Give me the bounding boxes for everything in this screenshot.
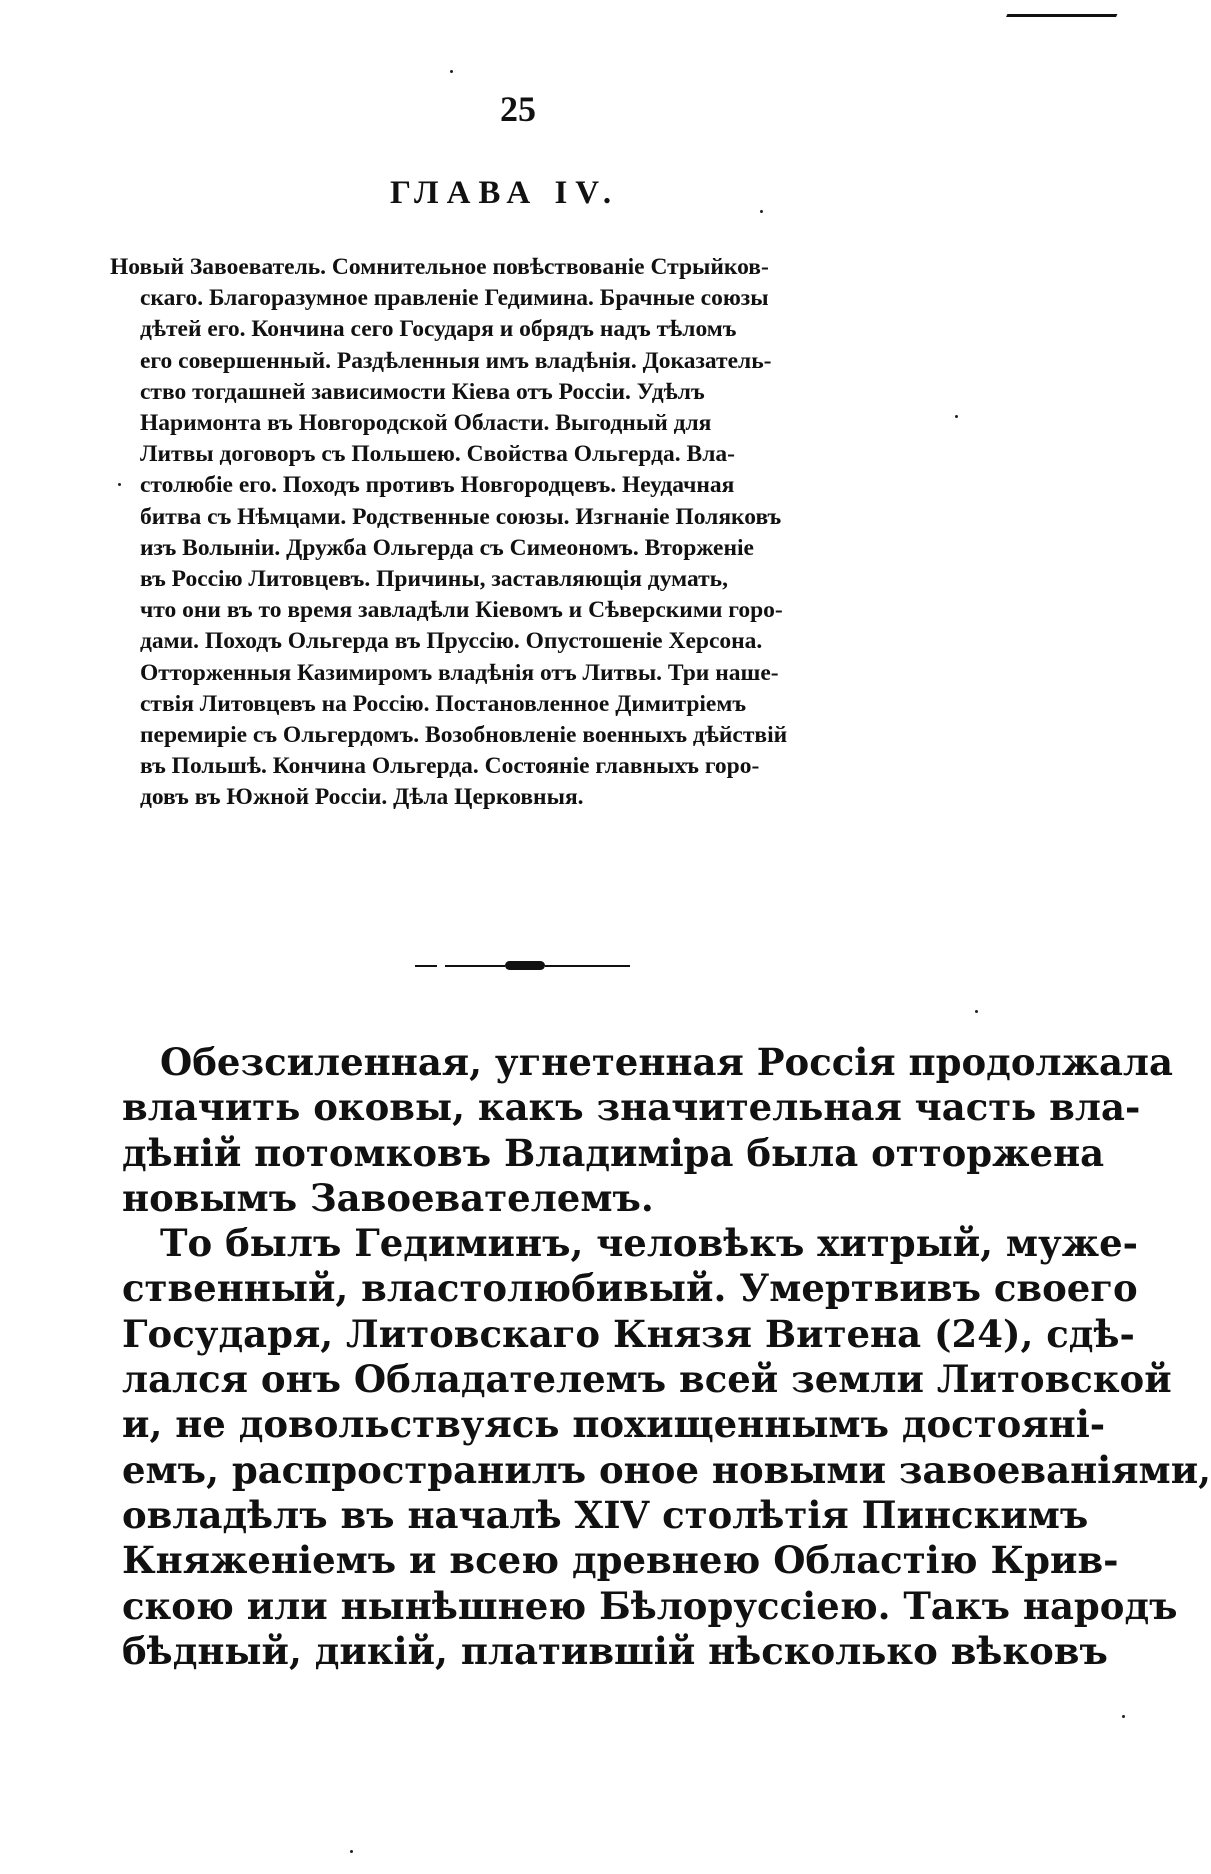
text-line: лался онъ Обладателемъ всей земли Литовской: [122, 1357, 1172, 1402]
divider-rule-left: [415, 965, 437, 967]
summary-line: въ Польшѣ. Кончина Ольгерда. Состояніе главныхъ горо-: [140, 753, 760, 780]
summary-line: Новый Завоеватель. Сомнительное повѣствованіе Стрыйков-: [110, 254, 769, 280]
scan-speck: [760, 210, 763, 213]
summary-line: Литвы договоръ съ Польшею. Свойства Ольгерда. Вла-: [140, 441, 735, 468]
text-line: овладѣлъ въ началѣ XIV столѣтія Пинскимъ: [122, 1492, 1089, 1537]
chapter-summary: [110, 252, 945, 814]
text-line: новымъ Завоевателемъ.: [122, 1175, 654, 1220]
text-line: и, не довольствуясь похищеннымъ достояні-: [122, 1402, 1106, 1447]
text-line: Обезсиленная, угнетенная Россія продолжала: [160, 1040, 1173, 1084]
summary-line: дѣтей его. Кончина сего Государя и обрядъ надъ тѣломъ: [140, 316, 737, 343]
summary-line: въ Россію Литовцевъ. Причины, заставляющія думать,: [140, 566, 728, 593]
text-line: Княженіемъ и всею древнею Областію Крив-: [122, 1538, 1119, 1583]
summary-line: изъ Волыніи. Дружба Ольгерда съ Симеономъ. Вторженіе: [140, 534, 754, 561]
text-line: влачить оковы, какъ значительная часть вла-: [122, 1085, 1141, 1130]
scan-speck: [1122, 1715, 1125, 1718]
main-text: [122, 1040, 1211, 1674]
summary-line: столюбіе его. Походъ противъ Новгородцевъ. Неудачная: [140, 472, 735, 499]
scan-speck: [350, 1850, 353, 1853]
divider-rule-mid-left: [445, 965, 505, 967]
text-line: дѣній потомковъ Владиміра была отторжена: [122, 1130, 1105, 1175]
summary-line: ствія Литовцевъ на Россію. Постановленное Димитріемъ: [140, 690, 747, 717]
summary-line: Отторженныя Казимиромъ владѣнія отъ Литвы. Три наше-: [140, 659, 779, 686]
text-line: бѣдный, дикій, платившій нѣсколько вѣковъ: [122, 1628, 1108, 1673]
scan-speck: [450, 70, 453, 73]
summary-line: его совершенный. Раздѣленныя имъ владѣнія. Доказатель-: [140, 347, 772, 374]
summary-line: довъ въ Южной Россіи. Дѣла Церковныя.: [140, 784, 584, 811]
page-number: 25: [500, 89, 536, 129]
ornamental-divider: [415, 960, 630, 972]
summary-line: скаго. Благоразумное правленіе Гедимина. Брачные союзы: [140, 285, 769, 312]
divider-ornament: [505, 961, 545, 970]
corner-scan-mark: [1006, 0, 1124, 17]
chapter-title: ГЛАВА IV.: [390, 175, 620, 211]
text-line: скою или нынѣшнею Бѣлоруссіею. Такъ народъ: [122, 1583, 1178, 1628]
summary-line: что они въ то время завладѣли Кіевомъ и Сѣверскими горо-: [140, 597, 783, 624]
summary-line: перемиріе съ Ольгердомъ. Возобновленіе военныхъ дѣйствій: [140, 722, 788, 749]
summary-line: битва съ Нѣмцами. Родственные союзы. Изгнаніе Поляковъ: [140, 503, 782, 530]
summary-line: ство тогдашней зависимости Кіева отъ Россіи. Удѣлъ: [140, 378, 705, 405]
scan-speck: [955, 415, 958, 418]
scan-speck: [975, 1010, 978, 1013]
text-line: То былъ Гедиминъ, человѣкъ хитрый, муже-: [160, 1221, 1138, 1266]
summary-line: дами. Походъ Ольгерда въ Пруссію. Опустошеніе Херсона.: [140, 628, 763, 655]
text-line: емъ, распространилъ оное новыми завоеваніями,: [122, 1447, 1211, 1492]
divider-rule-right: [545, 965, 630, 967]
text-line: Государя, Литовскаго Князя Витена (24), сдѣ-: [122, 1311, 1135, 1356]
scan-speck: [118, 483, 121, 486]
summary-line: Наримонта въ Новгородской Области. Выгодный для: [140, 410, 712, 437]
text-line: ственный, властолюбивый. Умертвивъ своего: [122, 1266, 1138, 1311]
